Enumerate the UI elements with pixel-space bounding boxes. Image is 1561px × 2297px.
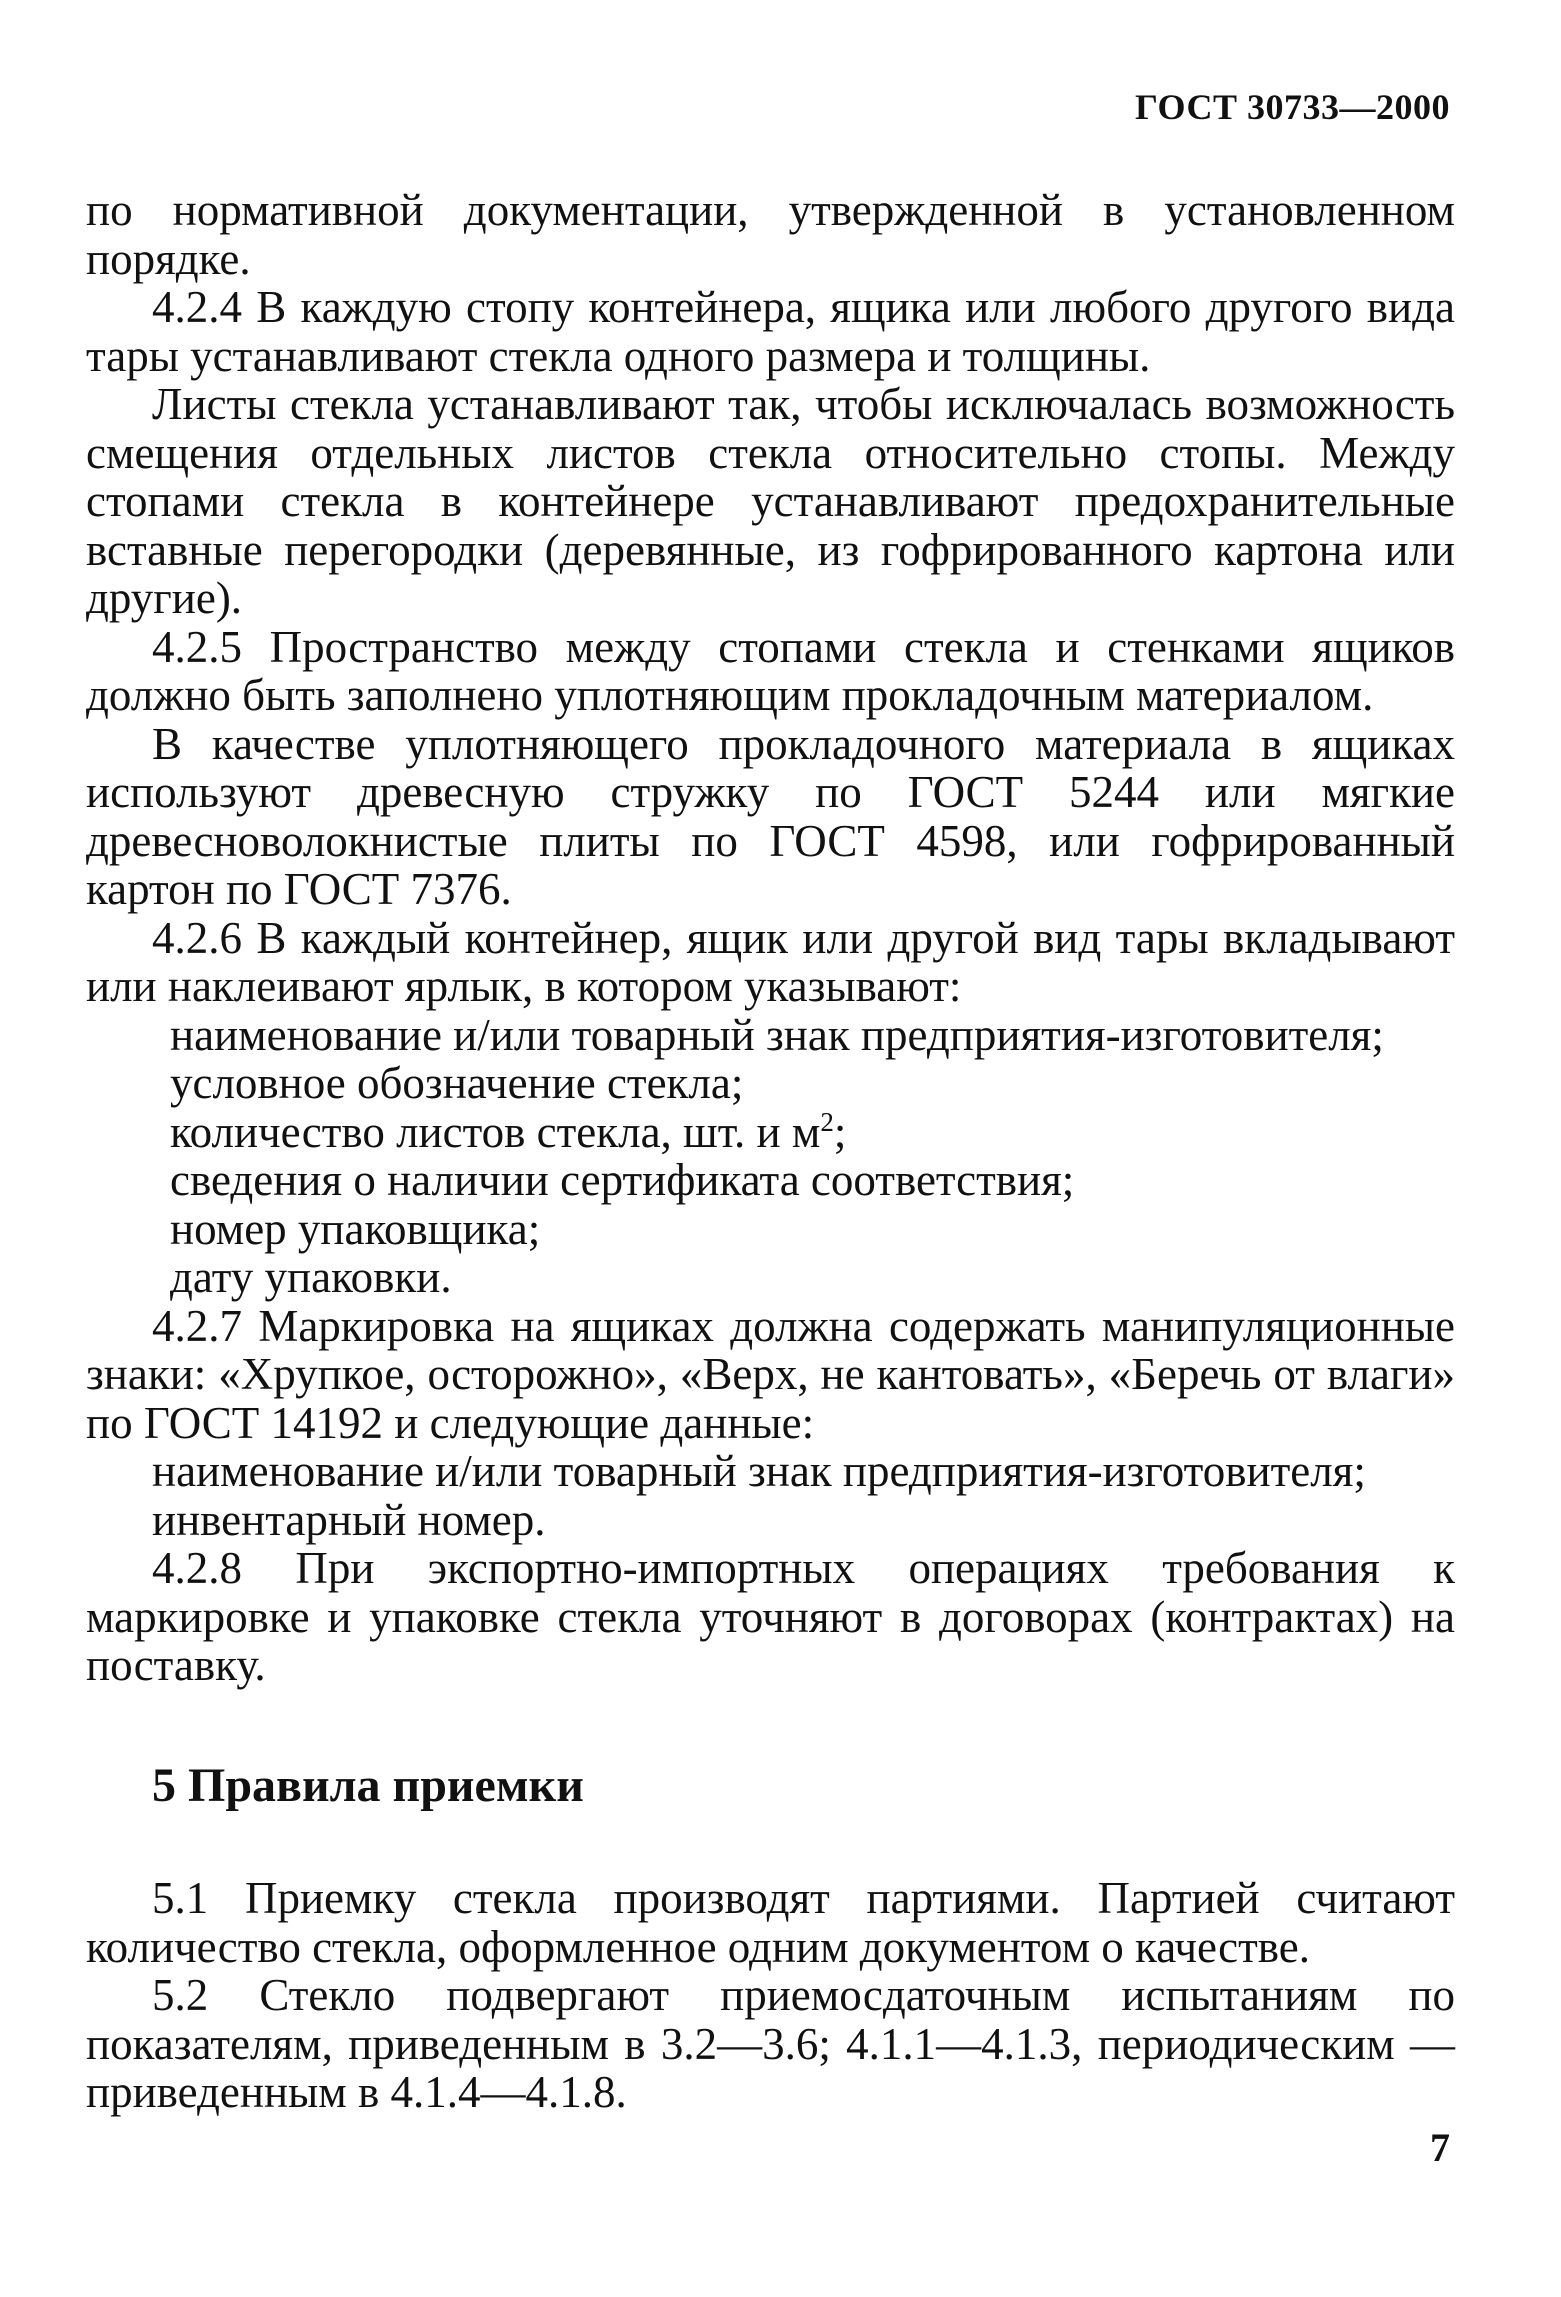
list-item-end: ; [833,1106,847,1157]
marking-list-item: наименование и/или товарный знак предприятия-изготовителя; [152,1446,1366,1496]
label-list-item: сведения о наличии сертификата соответствия; [170,1155,1075,1205]
label-list-item: наименование и/или товарный знак предприятия-изготовителя; [170,1009,1384,1060]
clause-5-1: 5.1 Приемку стекла производят партиями. Партией считают количество стекла, оформленное одним документом о качестве. [86,1873,1455,1972]
paragraph-packing-material: В качестве уплотняющего прокладочного материала в ящиках используют древесную стружку по ГОСТ 5244 или мягкие древесноволокнистые плиты по ГОСТ 4598, или гофрированный картон по ГОСТ 7376. [86,718,1455,914]
label-list-item: дату упаковки. [170,1252,452,1302]
label-list-item: условное обозначение стекла; [170,1058,744,1108]
section-title: 5 Правила приемки [152,1758,584,1812]
label-list-item [86,1108,1455,1157]
clause-4-2-6: 4.2.6 В каждый контейнер, ящик или другой вид тары вкладывают или наклеивают ярлык, в котором указывают: [86,912,1455,1011]
clause-4-2-5: 4.2.5 Пространство между стопами стекла и стенками ящиков должно быть заполнено уплотняющим прокладочным материалом. [86,621,1455,720]
label-list-item: номер упаковщика; [170,1203,541,1254]
superscript: 2 [820,1106,834,1137]
marking-list-item: инвентарный номер. [152,1494,546,1545]
clause-4-2-4: 4.2.4 В каждую стопу контейнера, ящика или любого другого вида тары устанавливают стекла одного размера и толщины. [86,282,1455,381]
standard-code-header: ГОСТ 30733—2000 [1135,87,1450,127]
document-body [86,186,1455,2117]
paragraph-continuation: по нормативной документации, утвержденной в установленном порядке. [86,185,1455,284]
paragraph-sheets: Листы стекла устанавливают так, чтобы исключалась возможность смещения отдельных листов стекла относительно стопы. Между стопами стекла в контейнере устанавливают предохранительные вставные перегородки (деревянные, из гофрированного картона или другие). [86,379,1455,623]
page-number: 7 [1430,2125,1450,2170]
list-item-text: количество листов стекла, шт. и м [170,1106,821,1157]
clause-4-2-8: 4.2.8 При экспортно-импортных операциях требования к маркировке и упаковке стекла уточняют в договорах (контрактах) на поставку. [86,1543,1455,1690]
clause-4-2-7: 4.2.7 Маркировка на ящиках должна содержать манипуляционные знаки: «Хрупкое, осторожно», «Верх, не кантовать», «Беречь от влаги» по ГОСТ 14192 и следующие данные: [86,1300,1455,1448]
clause-5-2: 5.2 Стекло подвергают приемосдаточным испытаниям по показателям, приведенным в 3.2—3.6; 4.1.1—4.1.3, периодическим — приведенным в 4.1.4—4.1.8. [86,1970,1455,2117]
